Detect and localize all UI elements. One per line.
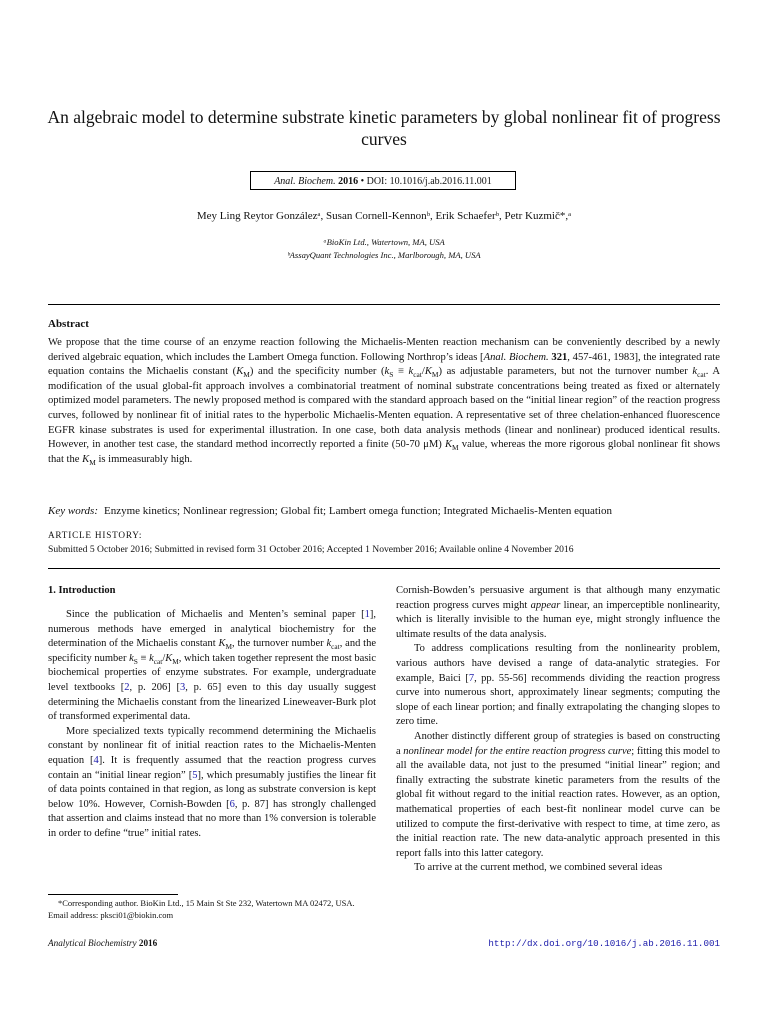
paragraph-text: Cornish-Bowden’s persuasive argument is that although many enzymatic reaction progress curves might xyxy=(396,585,720,611)
paragraph-text: / xyxy=(162,652,166,664)
abstract-body xyxy=(48,336,720,467)
keywords-label: Key words: xyxy=(48,505,99,517)
paragraph-text: , which taken together represent the most basic biochemical properties of enzyme substrates. For example, undergraduate level textbooks [ xyxy=(48,652,377,693)
km-symbol: K xyxy=(424,366,432,378)
top-rule xyxy=(48,304,720,305)
ks-subscript: S xyxy=(133,656,138,666)
footer-doi-link[interactable]: http://dx.doi.org/10.1016/j.ab.2016.11.001 xyxy=(488,938,720,949)
ref-link[interactable]: 2 xyxy=(124,681,130,693)
ref-link[interactable]: 1 xyxy=(364,609,370,620)
article-history: Submitted 5 October 2016; Submitted in revised form 31 October 2016; Accepted 1 November 2016; Available online 4 November 2016 xyxy=(48,544,574,555)
kcat-symbol: k xyxy=(149,652,154,664)
abstract-text: is immeasurably high. xyxy=(95,453,193,465)
ks-symbol: k xyxy=(129,652,134,664)
km-subscript: M xyxy=(431,370,439,380)
kcat-subscript: cat xyxy=(413,370,422,380)
abstract-text: value, whereas the more rigorous global nonlinear fit shows that the xyxy=(48,439,720,465)
abstract-text: We propose that the time course of an enzyme reaction following the Michaelis-Menten reaction mechanism can be conveniently described by a newly derived algebraic equation, which includes the Lambert Omega function. Following Northrop’s ideas [ xyxy=(48,337,720,363)
paragraph-text: , p. 87] has strongly challenged that assertion and claims instead that no more than 1% conversion is tolerable in order to define “true” initial rates. xyxy=(48,798,376,839)
paragraph-text: ], numerous methods have emerged in analytical biochemistry for the determination of the Michaelis constant xyxy=(48,609,376,650)
ref-link[interactable]: 4 xyxy=(93,754,99,766)
keywords xyxy=(48,505,612,517)
km-subscript: M xyxy=(452,443,459,453)
abstract-ref-journal: Anal. Biochem. xyxy=(483,351,549,363)
km-subscript: M xyxy=(225,642,233,652)
ref-link[interactable]: 3 xyxy=(180,681,186,693)
article-history-heading: ARTICLE HISTORY: xyxy=(48,530,143,540)
paragraph-text: To arrive at the current method, we combined several ideas xyxy=(414,862,663,874)
footer-year: 2016 xyxy=(138,938,158,948)
paragraph xyxy=(48,608,376,725)
paragraph-text: , the turnover number xyxy=(232,638,327,650)
kcat-symbol: k xyxy=(692,366,698,378)
paragraph-text: linear, an imperceptible nonlinearity, which is literally invisible to the human eye, might strongly influence the ultimate results of the data analysis. xyxy=(396,599,720,640)
paragraph xyxy=(48,725,376,842)
affiliation-a: ᵃBioKin Ltd., Watertown, MA, USA xyxy=(323,237,445,247)
kcat-symbol: k xyxy=(408,366,414,378)
paragraph-text: , p. 206] [ xyxy=(129,681,181,693)
ref-link[interactable]: 6 xyxy=(229,798,235,810)
right-column xyxy=(396,584,720,876)
citation-doi: DOI: 10.1016/j.ab.2016.11.001 xyxy=(366,176,492,187)
ref-link[interactable]: 5 xyxy=(192,769,198,781)
mid-rule xyxy=(48,568,720,569)
paragraph xyxy=(396,584,720,642)
citation-journal: Anal. Biochem. xyxy=(274,176,336,187)
kcat-subscript: cat xyxy=(153,656,163,666)
footer-journal xyxy=(48,938,157,948)
km-subscript: M xyxy=(172,656,179,666)
left-column xyxy=(48,608,376,842)
paragraph xyxy=(396,642,720,730)
kcat-subscript: cat xyxy=(697,370,706,380)
citation-year: 2016 xyxy=(338,176,359,187)
abstract-text: / xyxy=(421,366,425,378)
abstract-text: . A modification of the usual global-fit approach involves a combinatorial treatment of nominal substrate concentrations being treated as fixed or alternately optimized model parameters. The newly proposed method is compared with the standard approach based on the “initial linear region” of the reaction progress curves, followed by nonlinear fit of initial rates to the hyperbolic Michaelis-Menten equation. A representative set of three chelation-enhanced fluorescence EGFR kinase substrates is used for experimental illustration. In one case, both data analysis methods (linear and nonlinear) produced identical results. However, in another test case, the standard method incorrectly reported a finite (50-70 μM) xyxy=(48,366,720,451)
paragraph-text: , p. 65] even to this day usually suggest determining the Michaelis constant from the linearized Lineweaver-Burk plot of transformed experimental data. xyxy=(48,681,376,723)
paragraph-text: Another distinctly different group of strategies is based on constructing a xyxy=(396,730,720,757)
ks-subscript: S xyxy=(389,370,394,380)
abstract-ref-volume: 321 xyxy=(551,351,568,363)
kcat-subscript: cat xyxy=(331,642,340,652)
keywords-text: Enzyme kinetics; Nonlinear regression; Global fit; Lambert omega function; Integrated Michaelis-Menten equation xyxy=(104,505,612,517)
paragraph xyxy=(396,861,720,876)
paragraph xyxy=(396,730,720,861)
paragraph-text: Since the publication of Michaelis and Menten’s seminal paper [ xyxy=(66,609,365,620)
paragraph-text: ], which presumably justifies the linear fit of data points contained in that region, as long as substrate conversion is kept below 10%. However, Cornish-Bowden [ xyxy=(48,769,376,810)
abstract-text: ) as adjustable parameters, but not the turnover number xyxy=(438,366,693,378)
paragraph-text: To address complications resulting from the nonlinearity problem, various authors have devised a range of data-analytic strategies. For example, Baici [ xyxy=(396,643,720,684)
emphasis: nonlinear model for the entire reaction progress curve xyxy=(403,745,632,757)
km-symbol: K xyxy=(165,652,173,664)
kcat-symbol: k xyxy=(326,638,332,650)
km-subscript: M xyxy=(89,457,96,467)
ks-symbol: k xyxy=(384,366,390,378)
footer-journal-name: Analytical Biochemistry xyxy=(48,938,137,948)
section-heading: 1. Introduction xyxy=(48,585,116,596)
emphasis: appear xyxy=(530,599,561,611)
paragraph-text: ; fitting this model to all the available data, not just to the presumed “initial linear” region; and finally extracting the substrate kinetic parameters from the results of the global fit without regard to the initial reaction rates. However, as an option, mathematical properties of each best-fit nonlinear model curve can be utilized to compute the first-derivative with respect to time, at time zero, as the initial reaction rate. The new data-analytic approach presented in this report falls into this latter category. xyxy=(396,745,720,859)
km-symbol: K xyxy=(218,638,226,650)
paragraph-text: , and the specificity number xyxy=(48,638,376,664)
paper-title: An algebraic model to determine substrate kinetic parameters by global nonlinear fit of progress curves xyxy=(47,107,721,149)
footnote-rule xyxy=(48,894,178,895)
abstract-text: ) and the specificity number ( xyxy=(249,366,385,378)
author-list: Mey Ling Reytor Gonzálezᵃ, Susan Cornell-Kennonᵇ, Erik Schaeferᵇ, Petr Kuzmič*,ᵃ xyxy=(196,210,572,222)
affiliations xyxy=(40,236,728,262)
km-symbol: K xyxy=(236,366,244,378)
corresponding-author-footnote: *Corresponding author. BioKin Ltd., 15 Main St Ste 232, Watertown MA 02472, USA. Email address: pksci01@biokin.com xyxy=(48,898,355,920)
affiliation-b: ᵇAssayQuant Technologies Inc., Marlborough, MA, USA xyxy=(287,250,481,260)
ref-link[interactable]: 7 xyxy=(468,672,475,684)
paragraph-text: ≡ xyxy=(137,652,150,664)
km-subscript: M xyxy=(243,370,250,380)
km-symbol: K xyxy=(82,453,90,465)
abstract-text: , 457-461, 1983], the integrated rate equation contains the Michaelis constant ( xyxy=(48,351,721,378)
paragraph-text: ]. It is frequently assumed that the reaction progress curves contain an “initial linear region” [ xyxy=(48,754,376,781)
paragraph-text: , pp. 55-56] recommends dividing the reaction progress curve into numerous short, approximately linear segments; computing the slope of each linear portion; and finally extrapolating the changing slopes to zero time. xyxy=(396,672,721,728)
paragraph-text: More specialized texts typically recommend determining the Michaelis constant by nonlinear fit of initial reaction rates to the Michaelis-Menten equation [ xyxy=(48,725,376,766)
abstract-heading: Abstract xyxy=(48,318,89,330)
km-symbol: K xyxy=(444,439,453,451)
abstract-text: ≡ xyxy=(393,366,409,378)
citation-separator: • xyxy=(360,176,365,187)
citation-box xyxy=(250,171,516,190)
